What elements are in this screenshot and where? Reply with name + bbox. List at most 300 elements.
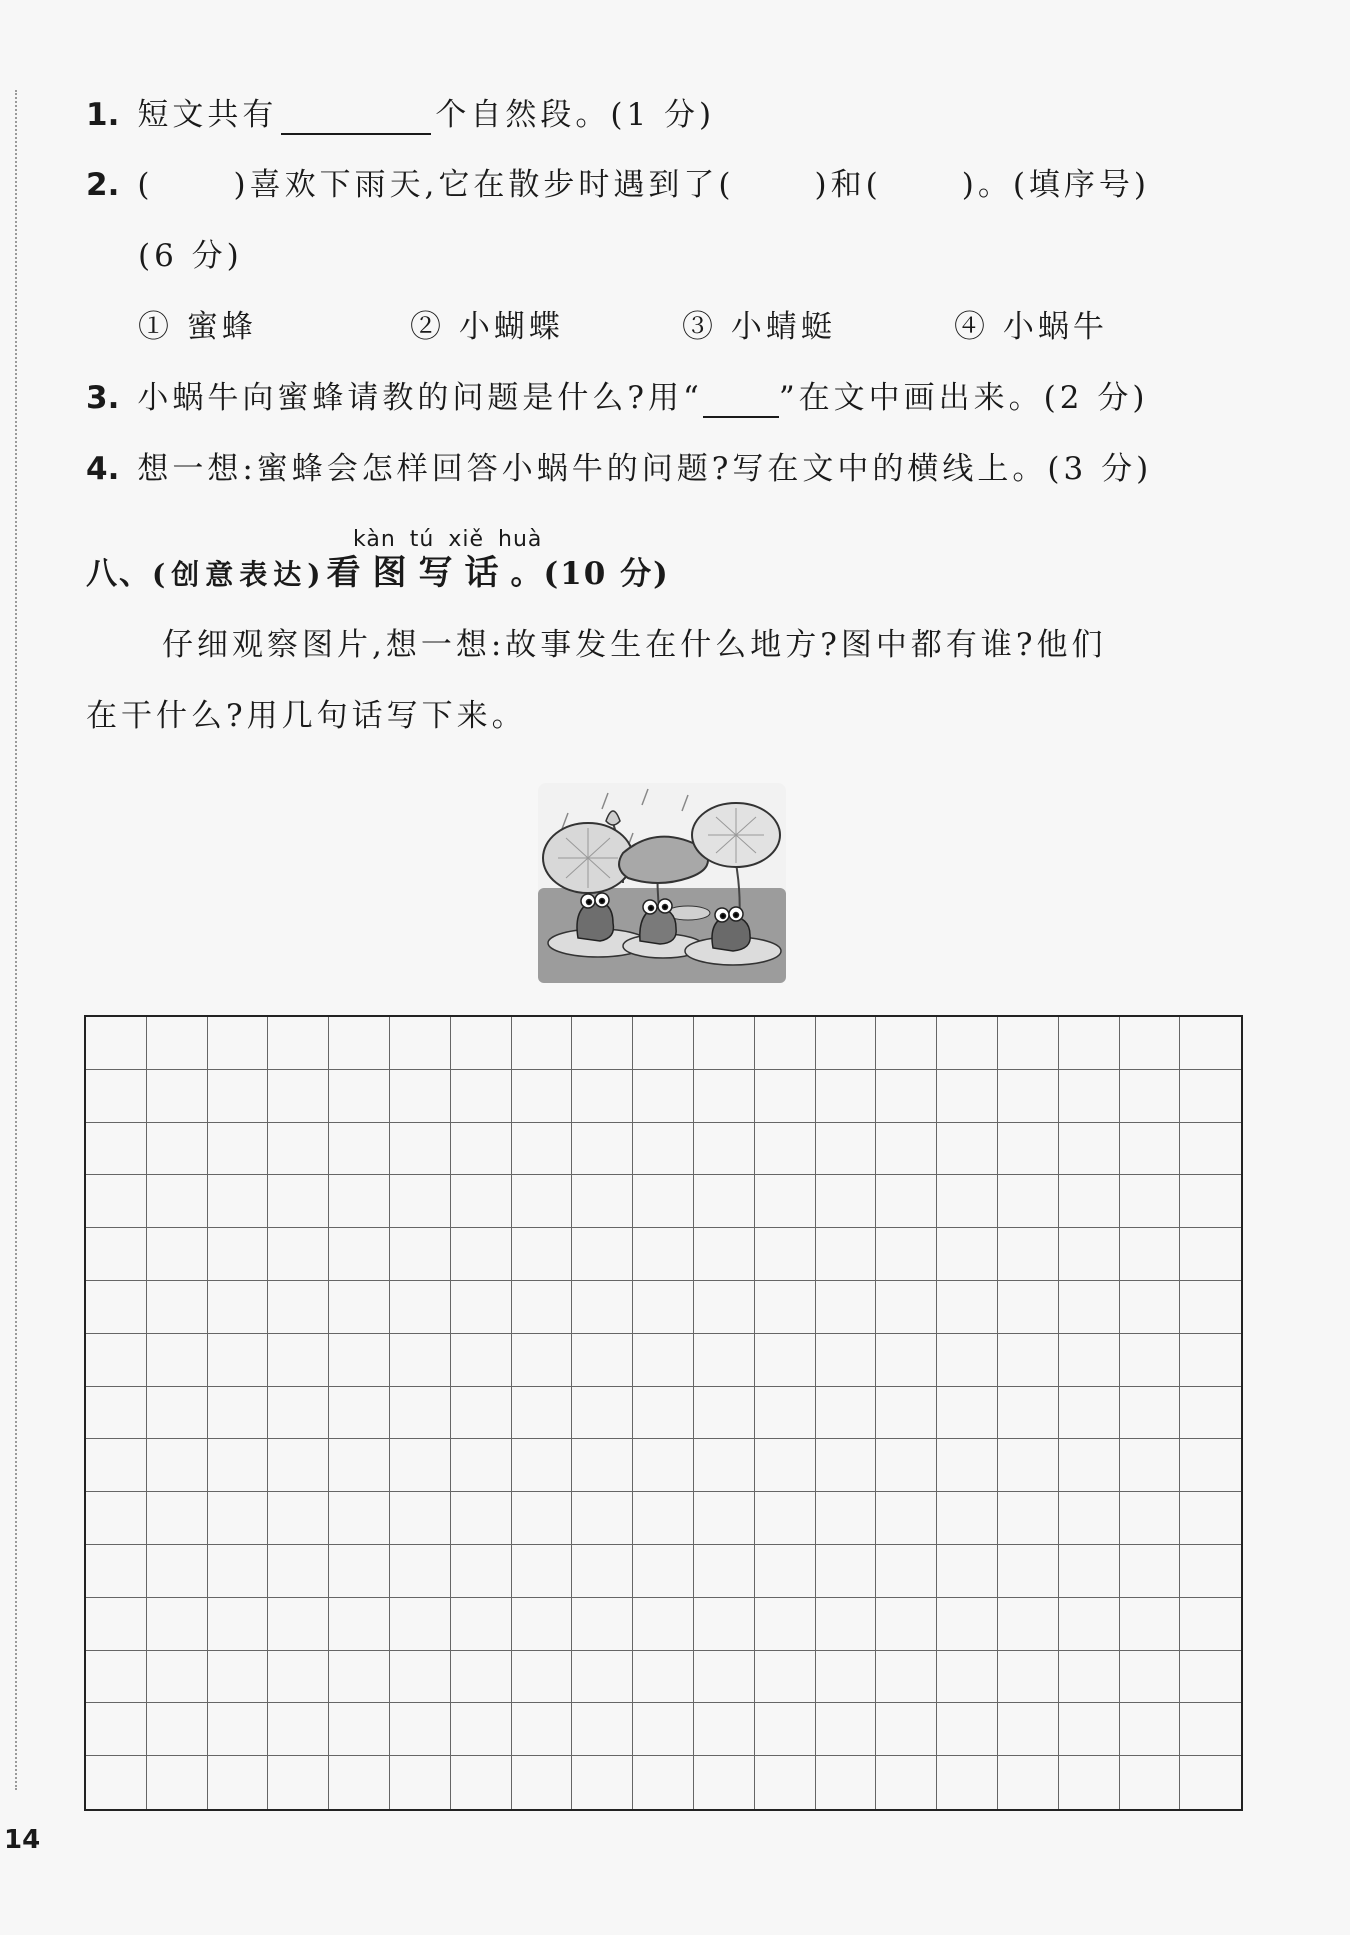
grid-cell[interactable]	[268, 1651, 329, 1704]
grid-cell[interactable]	[572, 1070, 633, 1123]
grid-cell[interactable]	[208, 1651, 269, 1704]
grid-cell[interactable]	[816, 1756, 877, 1809]
grid-cell[interactable]	[329, 1123, 390, 1176]
grid-cell[interactable]	[633, 1651, 694, 1704]
grid-cell[interactable]	[208, 1756, 269, 1809]
grid-cell[interactable]	[329, 1545, 390, 1598]
grid-cell[interactable]	[937, 1334, 998, 1387]
grid-cell[interactable]	[694, 1545, 755, 1598]
grid-cell[interactable]	[633, 1070, 694, 1123]
grid-cell[interactable]	[451, 1598, 512, 1651]
grid-cell[interactable]	[512, 1228, 573, 1281]
grid-cell[interactable]	[694, 1492, 755, 1545]
grid-cell[interactable]	[1059, 1334, 1120, 1387]
grid-cell[interactable]	[876, 1228, 937, 1281]
grid-cell[interactable]	[937, 1070, 998, 1123]
instruction-line-2: 在干什么?用几句话写下来。	[86, 698, 527, 734]
grid-cell[interactable]	[390, 1703, 451, 1756]
grid-cell[interactable]	[937, 1545, 998, 1598]
grid-cell[interactable]	[937, 1387, 998, 1440]
grid-cell[interactable]	[1120, 1281, 1181, 1334]
grid-cell[interactable]	[816, 1281, 877, 1334]
grid-cell[interactable]	[998, 1651, 1059, 1704]
grid-cell[interactable]	[572, 1756, 633, 1809]
grid-cell[interactable]	[1180, 1598, 1241, 1651]
grid-cell[interactable]	[1180, 1545, 1241, 1598]
grid-cell[interactable]	[147, 1334, 208, 1387]
grid-cell[interactable]	[1180, 1651, 1241, 1704]
grid-cell[interactable]	[998, 1281, 1059, 1334]
grid-cell[interactable]	[937, 1598, 998, 1651]
grid-cell[interactable]	[329, 1598, 390, 1651]
question-1: 1. 短文共有 个自然段。(1 分)	[86, 97, 716, 133]
option-2: ② 小蝴蝶	[410, 309, 564, 345]
grid-cell[interactable]	[876, 1598, 937, 1651]
grid-cell[interactable]	[86, 1175, 147, 1228]
grid-cell[interactable]	[390, 1281, 451, 1334]
grid-cell[interactable]	[208, 1228, 269, 1281]
grid-cell[interactable]	[147, 1175, 208, 1228]
grid-cell[interactable]	[86, 1017, 147, 1070]
grid-cell[interactable]	[998, 1492, 1059, 1545]
grid-cell[interactable]	[694, 1387, 755, 1440]
grid-cell[interactable]	[451, 1545, 512, 1598]
grid-cell[interactable]	[1120, 1598, 1181, 1651]
grid-cell[interactable]	[268, 1070, 329, 1123]
grid-cell[interactable]	[1120, 1492, 1181, 1545]
grid-cell[interactable]	[694, 1017, 755, 1070]
binding-dotted-line	[15, 90, 17, 1790]
grid-cell[interactable]	[572, 1281, 633, 1334]
grid-cell[interactable]	[694, 1756, 755, 1809]
grid-cell[interactable]	[1180, 1756, 1241, 1809]
grid-cell[interactable]	[876, 1281, 937, 1334]
grid-cell[interactable]	[816, 1017, 877, 1070]
grid-cell[interactable]	[1180, 1175, 1241, 1228]
grid-cell[interactable]	[208, 1334, 269, 1387]
grid-cell[interactable]	[329, 1651, 390, 1704]
grid-cell[interactable]	[694, 1651, 755, 1704]
grid-cell[interactable]	[208, 1281, 269, 1334]
grid-cell[interactable]	[512, 1545, 573, 1598]
grid-cell[interactable]	[86, 1756, 147, 1809]
grid-cell[interactable]	[816, 1598, 877, 1651]
grid-cell[interactable]	[1180, 1387, 1241, 1440]
grid-cell[interactable]	[998, 1598, 1059, 1651]
grid-cell[interactable]	[147, 1598, 208, 1651]
grid-cell[interactable]	[512, 1598, 573, 1651]
grid-cell[interactable]	[86, 1492, 147, 1545]
grid-cell[interactable]	[998, 1175, 1059, 1228]
grid-cell[interactable]	[329, 1175, 390, 1228]
grid-cell[interactable]	[451, 1281, 512, 1334]
frogs-in-rain-illustration	[538, 783, 786, 983]
grid-cell[interactable]	[998, 1387, 1059, 1440]
grid-cell[interactable]	[694, 1228, 755, 1281]
grid-cell[interactable]	[329, 1334, 390, 1387]
grid-cell[interactable]	[1120, 1545, 1181, 1598]
grid-cell[interactable]	[451, 1492, 512, 1545]
grid-cell[interactable]	[876, 1492, 937, 1545]
grid-cell[interactable]	[268, 1017, 329, 1070]
grid-cell[interactable]	[572, 1703, 633, 1756]
grid-cell[interactable]	[451, 1175, 512, 1228]
grid-cell[interactable]	[876, 1439, 937, 1492]
grid-cell[interactable]	[572, 1017, 633, 1070]
grid-cell[interactable]	[633, 1175, 694, 1228]
grid-cell[interactable]	[1180, 1492, 1241, 1545]
grid-cell[interactable]	[512, 1492, 573, 1545]
grid-cell[interactable]	[1059, 1545, 1120, 1598]
writing-grid[interactable]	[84, 1015, 1243, 1811]
grid-cell[interactable]	[268, 1334, 329, 1387]
grid-cell[interactable]	[390, 1228, 451, 1281]
grid-cell[interactable]	[694, 1175, 755, 1228]
grid-cell[interactable]	[86, 1387, 147, 1440]
question-3: 3. 小蜗牛向蜜蜂请教的问题是什么?用“ ”在文中画出来。(2 分)	[86, 380, 1149, 416]
grid-cell[interactable]	[451, 1651, 512, 1704]
grid-cell[interactable]	[937, 1228, 998, 1281]
grid-cell[interactable]	[1120, 1175, 1181, 1228]
grid-cell[interactable]	[694, 1070, 755, 1123]
grid-cell[interactable]	[937, 1017, 998, 1070]
grid-cell[interactable]	[1059, 1070, 1120, 1123]
grid-cell[interactable]	[1120, 1070, 1181, 1123]
grid-cell[interactable]	[876, 1387, 937, 1440]
grid-cell[interactable]	[937, 1175, 998, 1228]
grid-cell[interactable]	[147, 1387, 208, 1440]
grid-cell[interactable]	[147, 1070, 208, 1123]
grid-cell[interactable]	[268, 1228, 329, 1281]
grid-cell[interactable]	[329, 1387, 390, 1440]
grid-cell[interactable]	[755, 1492, 816, 1545]
grid-cell[interactable]	[268, 1492, 329, 1545]
grid-cell[interactable]	[451, 1756, 512, 1809]
grid-cell[interactable]	[451, 1123, 512, 1176]
grid-cell[interactable]	[329, 1703, 390, 1756]
grid-cell[interactable]	[1059, 1281, 1120, 1334]
grid-cell[interactable]	[1120, 1439, 1181, 1492]
grid-cell[interactable]	[937, 1651, 998, 1704]
grid-cell[interactable]	[268, 1598, 329, 1651]
grid-cell[interactable]	[390, 1651, 451, 1704]
grid-cell[interactable]	[451, 1439, 512, 1492]
grid-cell[interactable]	[268, 1439, 329, 1492]
grid-cell[interactable]	[876, 1123, 937, 1176]
grid-cell[interactable]	[86, 1651, 147, 1704]
grid-cell[interactable]	[86, 1070, 147, 1123]
grid-cell[interactable]	[1120, 1651, 1181, 1704]
grid-cell[interactable]	[86, 1439, 147, 1492]
pinyin-annotation: kàn tú xiě huà	[353, 527, 543, 552]
grid-cell[interactable]	[633, 1123, 694, 1176]
grid-cell[interactable]	[694, 1598, 755, 1651]
grid-cell[interactable]	[1180, 1228, 1241, 1281]
grid-cell[interactable]	[1120, 1703, 1181, 1756]
instruction-line-1: 仔细观察图片,想一想:故事发生在什么地方?图中都有谁?他们	[162, 627, 1107, 663]
grid-cell[interactable]	[451, 1017, 512, 1070]
grid-cell[interactable]	[998, 1123, 1059, 1176]
grid-cell[interactable]	[816, 1070, 877, 1123]
grid-cell[interactable]	[694, 1703, 755, 1756]
grid-cell[interactable]	[1120, 1228, 1181, 1281]
grid-cell[interactable]	[1059, 1756, 1120, 1809]
grid-cell[interactable]	[1059, 1228, 1120, 1281]
grid-cell[interactable]	[268, 1387, 329, 1440]
grid-cell[interactable]	[1059, 1703, 1120, 1756]
grid-cell[interactable]	[998, 1017, 1059, 1070]
grid-cell[interactable]	[512, 1651, 573, 1704]
grid-cell[interactable]	[572, 1651, 633, 1704]
grid-cell[interactable]	[86, 1281, 147, 1334]
grid-cell[interactable]	[147, 1703, 208, 1756]
grid-cell[interactable]	[1120, 1334, 1181, 1387]
grid-cell[interactable]	[755, 1545, 816, 1598]
grid-cell[interactable]	[633, 1281, 694, 1334]
grid-cell[interactable]	[451, 1228, 512, 1281]
grid-cell[interactable]	[572, 1387, 633, 1440]
grid-cell[interactable]	[451, 1703, 512, 1756]
grid-cell[interactable]	[390, 1545, 451, 1598]
grid-cell[interactable]	[998, 1334, 1059, 1387]
grid-cell[interactable]	[329, 1756, 390, 1809]
grid-cell[interactable]	[390, 1334, 451, 1387]
grid-cell[interactable]	[512, 1387, 573, 1440]
grid-cell[interactable]	[512, 1175, 573, 1228]
grid-cell[interactable]	[268, 1175, 329, 1228]
grid-cell[interactable]	[998, 1439, 1059, 1492]
grid-cell[interactable]	[876, 1017, 937, 1070]
grid-cell[interactable]	[208, 1017, 269, 1070]
grid-cell[interactable]	[937, 1123, 998, 1176]
option-3: ③ 小蜻蜓	[682, 309, 836, 345]
grid-cell[interactable]	[1059, 1439, 1120, 1492]
grid-cell[interactable]	[268, 1281, 329, 1334]
grid-cell[interactable]	[451, 1334, 512, 1387]
grid-cell[interactable]	[512, 1017, 573, 1070]
grid-cell[interactable]	[208, 1439, 269, 1492]
grid-cell[interactable]	[998, 1756, 1059, 1809]
grid-cell[interactable]	[147, 1123, 208, 1176]
grid-cell[interactable]	[147, 1492, 208, 1545]
grid-cell[interactable]	[633, 1703, 694, 1756]
grid-cell[interactable]	[1059, 1651, 1120, 1704]
grid-cell[interactable]	[390, 1017, 451, 1070]
grid-cell[interactable]	[937, 1492, 998, 1545]
grid-cell[interactable]	[390, 1439, 451, 1492]
grid-cell[interactable]	[633, 1228, 694, 1281]
grid-cell[interactable]	[147, 1545, 208, 1598]
grid-cell[interactable]	[268, 1756, 329, 1809]
grid-cell[interactable]	[755, 1334, 816, 1387]
grid-cell[interactable]	[1120, 1123, 1181, 1176]
grid-cell[interactable]	[755, 1175, 816, 1228]
grid-cell[interactable]	[876, 1070, 937, 1123]
grid-cell[interactable]	[816, 1439, 877, 1492]
grid-cell[interactable]	[147, 1651, 208, 1704]
grid-cell[interactable]	[329, 1439, 390, 1492]
grid-cell[interactable]	[876, 1756, 937, 1809]
grid-cell[interactable]	[998, 1070, 1059, 1123]
grid-cell[interactable]	[268, 1703, 329, 1756]
grid-cell[interactable]	[147, 1756, 208, 1809]
grid-cell[interactable]	[816, 1545, 877, 1598]
grid-cell[interactable]	[572, 1545, 633, 1598]
grid-cell[interactable]	[208, 1123, 269, 1176]
grid-cell[interactable]	[1120, 1017, 1181, 1070]
grid-cell[interactable]	[937, 1439, 998, 1492]
grid-cell[interactable]	[1120, 1387, 1181, 1440]
grid-cell[interactable]	[694, 1334, 755, 1387]
grid-cell[interactable]	[86, 1545, 147, 1598]
grid-cell[interactable]	[572, 1492, 633, 1545]
grid-cell[interactable]	[633, 1017, 694, 1070]
grid-cell[interactable]	[1059, 1387, 1120, 1440]
grid-cell[interactable]	[1059, 1175, 1120, 1228]
grid-cell[interactable]	[694, 1439, 755, 1492]
grid-cell[interactable]	[1180, 1017, 1241, 1070]
grid-cell[interactable]	[1180, 1123, 1241, 1176]
grid-cell[interactable]	[816, 1123, 877, 1176]
grid-cell[interactable]	[390, 1598, 451, 1651]
grid-cell[interactable]	[147, 1439, 208, 1492]
grid-cell[interactable]	[998, 1703, 1059, 1756]
grid-cell[interactable]	[512, 1070, 573, 1123]
grid-cell[interactable]	[876, 1703, 937, 1756]
grid-cell[interactable]	[572, 1123, 633, 1176]
grid-cell[interactable]	[208, 1387, 269, 1440]
grid-cell[interactable]	[86, 1703, 147, 1756]
grid-cell[interactable]	[755, 1756, 816, 1809]
grid-cell[interactable]	[876, 1651, 937, 1704]
grid-cell[interactable]	[512, 1123, 573, 1176]
grid-cell[interactable]	[208, 1070, 269, 1123]
grid-cell[interactable]	[755, 1281, 816, 1334]
grid-cell[interactable]	[816, 1703, 877, 1756]
grid-cell[interactable]	[1180, 1070, 1241, 1123]
grid-cell[interactable]	[755, 1439, 816, 1492]
grid-cell[interactable]	[694, 1123, 755, 1176]
grid-cell[interactable]	[268, 1545, 329, 1598]
grid-cell[interactable]	[1059, 1492, 1120, 1545]
grid-cell[interactable]	[572, 1228, 633, 1281]
grid-cell[interactable]	[86, 1123, 147, 1176]
grid-cell[interactable]	[512, 1334, 573, 1387]
grid-cell[interactable]	[876, 1175, 937, 1228]
question-number: 3.	[86, 380, 120, 416]
grid-cell[interactable]	[390, 1492, 451, 1545]
grid-cell[interactable]	[633, 1545, 694, 1598]
grid-cell[interactable]	[572, 1439, 633, 1492]
grid-cell[interactable]	[1180, 1334, 1241, 1387]
grid-cell[interactable]	[998, 1545, 1059, 1598]
grid-cell[interactable]	[1059, 1123, 1120, 1176]
grid-cell[interactable]	[208, 1703, 269, 1756]
grid-cell[interactable]	[816, 1175, 877, 1228]
grid-cell[interactable]	[147, 1281, 208, 1334]
grid-cell[interactable]	[208, 1545, 269, 1598]
grid-cell[interactable]	[816, 1387, 877, 1440]
grid-cell[interactable]	[755, 1598, 816, 1651]
answer-blank[interactable]	[281, 103, 431, 135]
grid-cell[interactable]	[390, 1756, 451, 1809]
grid-cell[interactable]	[208, 1598, 269, 1651]
grid-cell[interactable]	[512, 1756, 573, 1809]
grid-cell[interactable]	[329, 1017, 390, 1070]
grid-cell[interactable]	[816, 1651, 877, 1704]
question-number: 2.	[86, 167, 120, 203]
grid-cell[interactable]	[1120, 1756, 1181, 1809]
grid-cell[interactable]	[329, 1228, 390, 1281]
grid-cell[interactable]	[86, 1598, 147, 1651]
grid-cell[interactable]	[633, 1492, 694, 1545]
grid-cell[interactable]	[876, 1334, 937, 1387]
grid-cell[interactable]	[633, 1439, 694, 1492]
grid-cell[interactable]	[512, 1439, 573, 1492]
grid-cell[interactable]	[147, 1228, 208, 1281]
grid-cell[interactable]	[755, 1123, 816, 1176]
grid-cell[interactable]	[390, 1175, 451, 1228]
grid-cell[interactable]	[633, 1598, 694, 1651]
grid-cell[interactable]	[998, 1228, 1059, 1281]
grid-cell[interactable]	[329, 1492, 390, 1545]
grid-cell[interactable]	[755, 1228, 816, 1281]
grid-cell[interactable]	[694, 1281, 755, 1334]
grid-cell[interactable]	[1180, 1439, 1241, 1492]
grid-cell[interactable]	[572, 1598, 633, 1651]
grid-cell[interactable]	[1059, 1017, 1120, 1070]
grid-cell[interactable]	[816, 1228, 877, 1281]
grid-cell[interactable]	[208, 1492, 269, 1545]
grid-cell[interactable]	[451, 1387, 512, 1440]
grid-cell[interactable]	[451, 1070, 512, 1123]
grid-cell[interactable]	[937, 1703, 998, 1756]
grid-cell[interactable]	[816, 1492, 877, 1545]
question-2: 2. ( )喜欢下雨天,它在散步时遇到了( )和( )。(填序号)	[86, 167, 1151, 203]
grid-cell[interactable]	[268, 1123, 329, 1176]
grid-cell[interactable]	[390, 1070, 451, 1123]
grid-cell[interactable]	[937, 1756, 998, 1809]
grid-cell[interactable]	[1180, 1281, 1241, 1334]
grid-cell[interactable]	[512, 1703, 573, 1756]
grid-cell[interactable]	[755, 1703, 816, 1756]
grid-cell[interactable]	[755, 1017, 816, 1070]
grid-cell[interactable]	[633, 1334, 694, 1387]
grid-cell[interactable]	[1180, 1703, 1241, 1756]
grid-cell[interactable]	[816, 1334, 877, 1387]
grid-cell[interactable]	[937, 1281, 998, 1334]
grid-cell[interactable]	[390, 1123, 451, 1176]
grid-cell[interactable]	[1059, 1598, 1120, 1651]
grid-cell[interactable]	[86, 1334, 147, 1387]
grid-cell[interactable]	[208, 1175, 269, 1228]
question-4: 4. 想一想:蜜蜂会怎样回答小蜗牛的问题?写在文中的横线上。(3 分)	[86, 451, 1153, 487]
grid-cell[interactable]	[329, 1281, 390, 1334]
grid-cell[interactable]	[86, 1228, 147, 1281]
grid-cell[interactable]	[329, 1070, 390, 1123]
grid-cell[interactable]	[572, 1175, 633, 1228]
grid-cell[interactable]	[755, 1387, 816, 1440]
grid-cell[interactable]	[633, 1756, 694, 1809]
grid-cell[interactable]	[876, 1545, 937, 1598]
grid-cell[interactable]	[572, 1334, 633, 1387]
grid-cell[interactable]	[512, 1281, 573, 1334]
grid-cell[interactable]	[147, 1017, 208, 1070]
grid-cell[interactable]	[755, 1070, 816, 1123]
grid-cell[interactable]	[755, 1651, 816, 1704]
grid-cell[interactable]	[633, 1387, 694, 1440]
grid-cell[interactable]	[390, 1387, 451, 1440]
